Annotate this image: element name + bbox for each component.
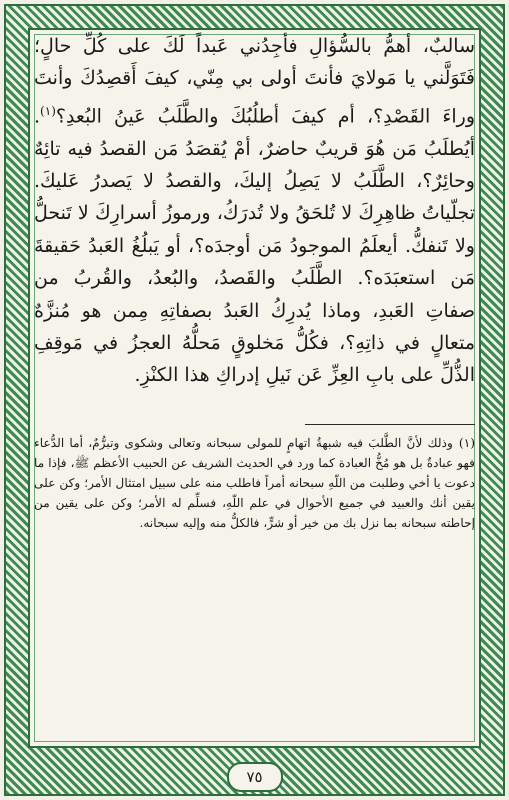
footnote (34, 433, 475, 533)
main-text-part-1: سالبٌ، أهمُّ بالسُّؤالِ فأجِدُني عَبداً لَكَ على كُلِّ حالٍ؛ فَتَوَلَّني يا مَولايَ فأنتَ أولى بي مِنّي، كيفَ أَقصِدُكَ وأنتَ وراءَ القَصْدِ؟، أم كيفَ أطلُبُكَ والطَّلَبُ عَينُ البُعدِ؟ (34, 35, 475, 128)
main-paragraph (34, 30, 475, 392)
footnote-reference[interactable]: (١) (40, 103, 56, 118)
footnote-divider (305, 424, 475, 425)
main-text-part-2: . أيُطلَبُ مَن هُوَ قريبٌ حاضرٌ، أمْ يُقصَدُ مَن القصدُ فيه تائِهٌ وحائِرٌ؟، الطَّلَبُ لا يَصِلُ إليكَ، والقصدُ لا يَصدرُ عَليكَ. تجلّياتُ ظاهِرِكَ لا تُلحَقُ ولا تُدرَكُ، ورموزُ أسرارِكَ لا تَنحلُّ ولا تَنفكُّ. أيعلَمُ الموجودُ مَن أوجدَه؟، أو يَبلُغُ العَبدُ حَقيقةَ مَن استعبَدَه؟. الطَّلَبُ والقَصدُ، والبُعدُ، والقُربُ من صفاتِ العَبدِ، وماذا يُدرِكُ العَبدُ بصفاتِهِ مِمن هو مُنزَّهٌ متعالٍ في ذاتِهِ؟، فكُلُّ مَخلوقٍ مَحلُّهُ العجزُ في مَوقِفِ الذُّلِّ على بابِ العِزِّ عَن نَيلِ إدراكِ هذا الكنْزِ. (34, 105, 475, 387)
page-content (34, 30, 475, 533)
page-number: ٧٥ (227, 762, 283, 792)
footnote-number: (١) (458, 435, 475, 450)
footnote-text: وذلك لأنَّ الطَّلبَ فيه شبهةُ اتهامٍ للمولى سبحانه وتعالى وشكوى وتبرُّمٌ، أما الدُّعاء فهو عبادةٌ بل هو مُخُّ العبادة كما ورد في الحديث الشريف عن الحبيب الأعظم ﷺ، فإذا ما دعوت يا أخي وطلبت من اللّهِ سبحانه أمراً فاطلب منه على سبيل امتثال الأمر؛ وكن على يقين أنك والعبيد في جميع الأحوال في علم اللّهِ، فسلِّم له الأمر؛ وكن على يقين من إحاطته سبحانه بما نزل بك من خير أو شرٍّ، فالكلُّ منه وإليه سبحانه. (34, 435, 475, 530)
